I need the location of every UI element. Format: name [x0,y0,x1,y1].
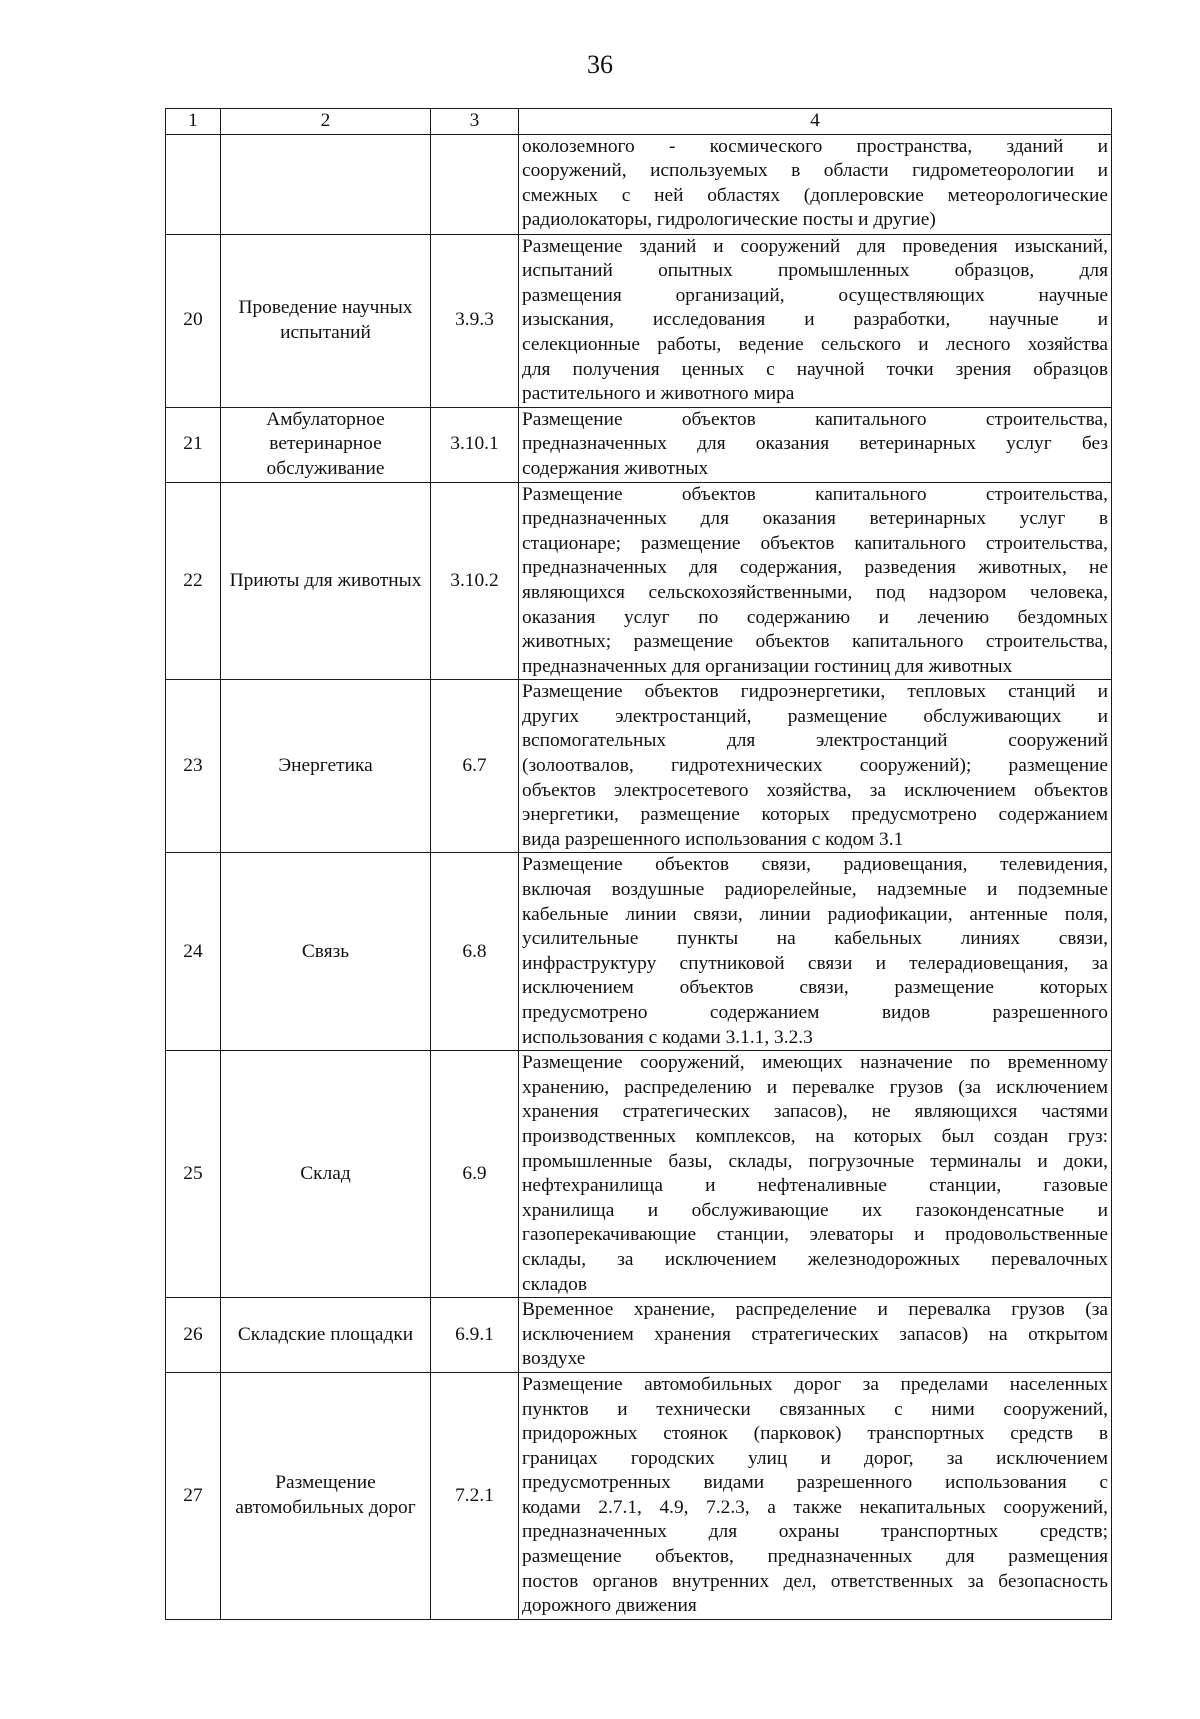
description-line: Размещение объектов гидроэнергетики, тепловых станций и [522,681,1108,703]
description-line: для получения ценных с научной точки зрения образцов [522,358,1108,380]
description-line: предназначенных для оказания ветеринарных услуг в [522,508,1108,530]
description-line: усилительные пункты на кабельных линиях связи, [522,928,1108,950]
land-use-name: Складские площадки [221,1298,431,1373]
description-line: предназначенных для охраны транспортных средств; [522,1521,1108,1543]
land-use-name: Проведение научных испытаний [221,234,431,407]
table-row [166,1298,1112,1373]
description-line: являющихся сельскохозяйственными, под надзором человека, [522,581,1108,603]
description-line: испытаний опытных промышленных образцов, для [522,260,1108,282]
land-use-description [519,1298,1112,1373]
table-row [166,407,1112,482]
table-row [166,1372,1112,1619]
description-line: дорожного движения [522,1595,697,1617]
land-use-code: 6.8 [431,853,519,1051]
description-line: энергетики, размещение которых предусмотрено содержанием [522,804,1108,826]
row-number: 24 [166,853,221,1051]
land-use-description [519,680,1112,853]
land-use-description [519,1372,1112,1619]
description-line: складов [522,1273,588,1295]
row-number: 22 [166,482,221,680]
table-row [166,134,1112,234]
description-line: вида разрешенного использования с кодом 3.1 [522,828,904,850]
description-line: Размещение зданий и сооружений для проведения изысканий, [522,235,1108,257]
description-line: предназначенных для содержания, разведения животных, не [522,557,1108,579]
description-line: вспомогательных для электростанций сооружений [522,730,1108,752]
row-number: 23 [166,680,221,853]
land-use-name: Энергетика [221,680,431,853]
land-use-code: 3.10.1 [431,407,519,482]
description-line: изыскания, исследования и разработки, научные и [522,309,1108,331]
description-line: использования с кодами 3.1.1, 3.2.3 [522,1026,813,1048]
description-line: растительного и животного мира [522,383,795,405]
description-line: сооружений, используемых в области гидрометеорологии и [522,160,1108,182]
land-use-code: 7.2.1 [431,1372,519,1619]
land-use-description [519,134,1112,234]
description-line: промышленные базы, склады, погрузочные терминалы и доки, [522,1150,1108,1172]
description-line: Размещение автомобильных дорог за пределами населенных [522,1373,1108,1395]
description-line: хранилища и обслуживающие их газоконденсатные и [522,1199,1108,1221]
description-line: (золоотвалов, гидротехнических сооружений); размещение [522,755,1108,777]
description-line: оказания услуг по содержанию и лечению бездомных [522,606,1108,628]
land-use-table [165,108,1112,1620]
land-use-name [221,134,431,234]
row-number: 27 [166,1372,221,1619]
land-use-description [519,407,1112,482]
description-line: стационаре; размещение объектов капитального строительства, [522,532,1108,554]
description-line: Размещение сооружений, имеющих назначение по временному [522,1052,1108,1074]
description-line: инфраструктуру спутниковой связи и телерадиовещания, за [522,952,1108,974]
description-line: радиолокаторы, гидрологические посты и другие) [522,209,936,231]
land-use-description [519,1051,1112,1298]
description-line: предназначенных для оказания ветеринарных услуг без [522,433,1108,455]
description-line: производственных комплексов, на которых был создан груз: [522,1125,1108,1147]
page-number: 36 [587,50,613,79]
description-line: Временное хранение, распределение и перевалка грузов (за [522,1299,1108,1321]
description-line: хранения стратегических запасов), не являющихся частями [522,1101,1108,1123]
row-number: 25 [166,1051,221,1298]
land-use-code: 3.10.2 [431,482,519,680]
description-line: предусмотренных видами разрешенного использования с [522,1472,1108,1494]
land-use-code: 6.9.1 [431,1298,519,1373]
description-line: включая воздушные радиорелейные, надземные и подземные [522,879,1108,901]
description-line: предусмотрено содержанием видов разрешенного [522,1002,1108,1023]
description-line: постов органов внутренних дел, ответственных за безопасность [522,1570,1108,1592]
table-row [166,234,1112,407]
land-use-name: Приюты для животных [221,482,431,680]
land-use-code [431,134,519,234]
header-col-1: 1 [166,109,221,135]
description-line: животных; размещение объектов капитального строительства, [522,631,1108,653]
land-use-name: Склад [221,1051,431,1298]
table-row [166,853,1112,1051]
description-line: содержания животных [522,457,709,479]
header-col-2: 2 [221,109,431,135]
land-use-description [519,853,1112,1051]
description-line: кодами 2.7.1, 4.9, 7.2.3, а также некапитальных сооружений, [522,1496,1108,1518]
description-line: хранению, распределению и перевалке грузов (за исключением [522,1076,1108,1098]
description-line: склады, за исключением железнодорожных перевалочных [522,1248,1108,1270]
description-line: других электростанций, размещение обслуживающих и [522,705,1108,727]
land-use-description [519,234,1112,407]
description-line: околоземного - космического пространства, зданий и [522,135,1108,157]
description-line: Размещение объектов капитального строительства, [522,483,1108,505]
land-use-name: Размещение автомобильных дорог [221,1372,431,1619]
land-use-code: 6.9 [431,1051,519,1298]
description-line: исключением объектов связи, размещение которых [522,977,1108,999]
description-line: объектов электросетевого хозяйства, за исключением объектов [522,779,1108,801]
description-line: нефтехранилища и нефтеналивные станции, газовые [522,1175,1108,1197]
description-line: размещения организаций, осуществляющих научные [522,284,1108,306]
description-line: размещение объектов, предназначенных для размещения [522,1546,1108,1568]
description-line: исключением хранения стратегических запасов) на открытом [522,1323,1108,1345]
description-line: воздухе [522,1348,586,1370]
description-line: предназначенных для организации гостиниц для животных [522,655,1013,677]
description-line: пунктов и технически связанных с ними сооружений, [522,1398,1108,1420]
land-use-name: Амбулаторное ветеринарное обслуживание [221,407,431,482]
description-line: газоперекачивающие станции, элеваторы и продовольственные [522,1224,1108,1246]
description-line: селекционные работы, ведение сельского и лесного хозяйства [522,333,1108,355]
description-line: смежных с ней областях (доплеровские метеорологические [522,184,1108,206]
land-use-name: Связь [221,853,431,1051]
land-use-code: 3.9.3 [431,234,519,407]
description-line: Размещение объектов капитального строительства, [522,408,1108,430]
header-col-4: 4 [519,109,1112,135]
table-header-row [166,109,1112,135]
table-row [166,482,1112,680]
row-number: 20 [166,234,221,407]
description-line: кабельные линии связи, линии радиофикации, антенные поля, [522,903,1108,925]
row-number [166,134,221,234]
table-row [166,680,1112,853]
land-use-description [519,482,1112,680]
row-number: 26 [166,1298,221,1373]
description-line: границах городских улиц и дорог, за исключением [522,1447,1108,1469]
land-use-code: 6.7 [431,680,519,853]
description-line: Размещение объектов связи, радиовещания, телевидения, [522,854,1108,876]
description-line: придорожных стоянок (парковок) транспортных средств в [522,1423,1108,1445]
header-col-3: 3 [431,109,519,135]
table-row [166,1051,1112,1298]
row-number: 21 [166,407,221,482]
